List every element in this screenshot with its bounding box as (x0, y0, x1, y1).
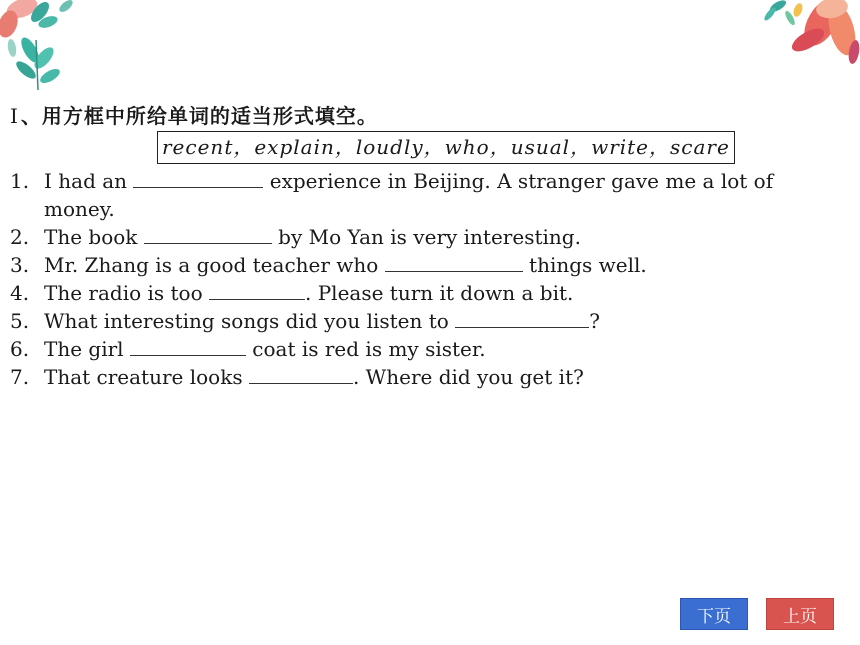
question-text-before: That creature looks (44, 365, 243, 389)
question-text (44, 167, 773, 195)
question-number: 1. (10, 169, 30, 193)
previous-page-button[interactable]: 上页 (766, 598, 834, 630)
question-number: 2. (10, 225, 30, 249)
section-instruction: 、用方框中所给单词的适当形式填空。 (20, 104, 378, 128)
next-page-button[interactable]: 下页 (680, 598, 748, 630)
answer-blank[interactable] (249, 363, 353, 384)
question-text (44, 223, 581, 251)
question-text-before: Mr. Zhang is a good teacher who (44, 253, 379, 277)
question-text-before: I had an (44, 169, 128, 193)
question-text (44, 279, 573, 307)
question-text-after: experience in Beijing. A stranger gave me a lot of (269, 169, 774, 193)
question-text (44, 251, 647, 279)
question-number: 6. (10, 337, 30, 361)
section-numeral: Ⅰ (10, 104, 19, 128)
answer-blank[interactable] (209, 279, 305, 300)
question-text-before: What interesting songs did you listen to (44, 309, 449, 333)
question-text-after: . Please turn it down a bit. (305, 281, 574, 305)
section-heading (10, 100, 378, 129)
question-text (44, 307, 600, 335)
question-text-after: coat is red is my sister. (252, 337, 486, 361)
question-text-after: things well. (529, 253, 647, 277)
answer-blank[interactable] (455, 307, 589, 328)
answer-blank[interactable] (385, 251, 523, 272)
word-box: recent，explain，loudly，who，usual，write，scare (157, 131, 735, 164)
question-number: 3. (10, 253, 30, 277)
question-text-after: . Where did you get it? (352, 365, 584, 389)
question-text (44, 363, 584, 391)
question-number: 5. (10, 309, 30, 333)
answer-blank[interactable] (144, 223, 272, 244)
question-text (44, 335, 486, 363)
question-number: 7. (10, 365, 30, 389)
question-text-before: The radio is too (44, 281, 203, 305)
question-number: 4. (10, 281, 30, 305)
question-text-after: by Mo Yan is very interesting. (278, 225, 581, 249)
question-text-after: ? (589, 309, 600, 333)
answer-blank[interactable] (133, 167, 263, 188)
question-text-before: The girl (44, 337, 124, 361)
floral-decoration-top-left (0, 0, 90, 95)
question-text-continuation: money. (44, 197, 115, 221)
answer-blank[interactable] (130, 335, 246, 356)
floral-decoration-top-right (730, 0, 860, 70)
question-text-before: The book (44, 225, 138, 249)
